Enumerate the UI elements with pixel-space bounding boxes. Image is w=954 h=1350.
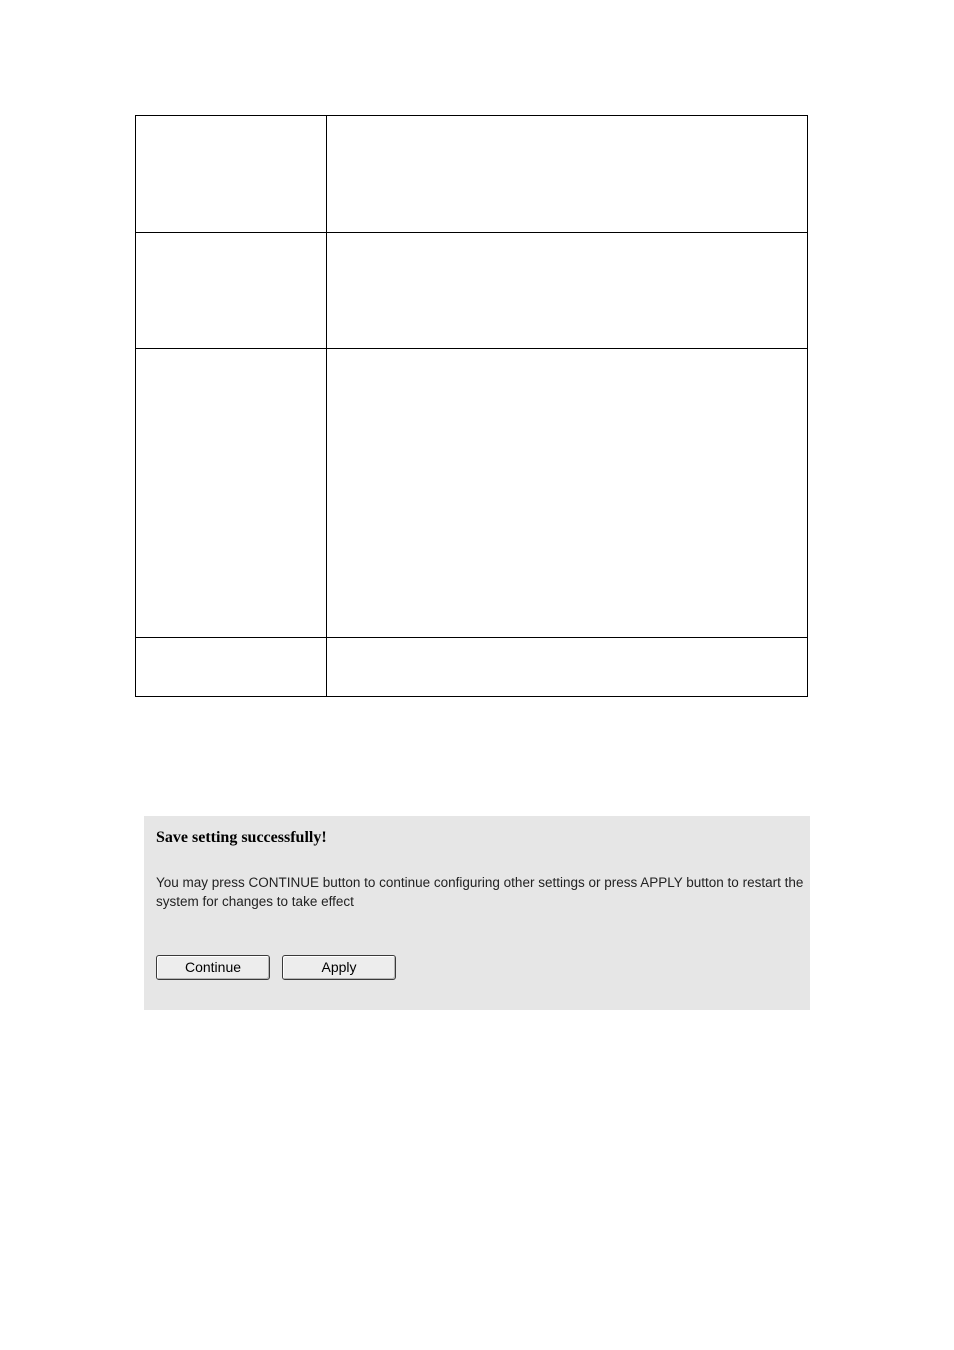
table-cell-label xyxy=(136,233,327,349)
continue-button[interactable]: Continue xyxy=(156,955,270,980)
table-row xyxy=(136,116,808,233)
apply-button[interactable]: Apply xyxy=(282,955,396,980)
panel-title: Save setting successfully! xyxy=(156,829,327,846)
table-row xyxy=(136,638,808,697)
panel-message: You may press CONTINUE button to continue configuring other settings or press APPLY button to restart the system for changes to take effect xyxy=(156,875,804,909)
save-success-panel xyxy=(144,816,810,1010)
table-row xyxy=(136,349,808,638)
table-cell-description xyxy=(327,638,808,697)
table-cell-description xyxy=(327,116,808,233)
table-row xyxy=(136,233,808,349)
table-cell-label xyxy=(136,116,327,233)
table-cell-description xyxy=(327,233,808,349)
table-cell-description xyxy=(327,349,808,638)
table-cell-label xyxy=(136,349,327,638)
settings-table xyxy=(135,115,808,697)
table-cell-label xyxy=(136,638,327,697)
